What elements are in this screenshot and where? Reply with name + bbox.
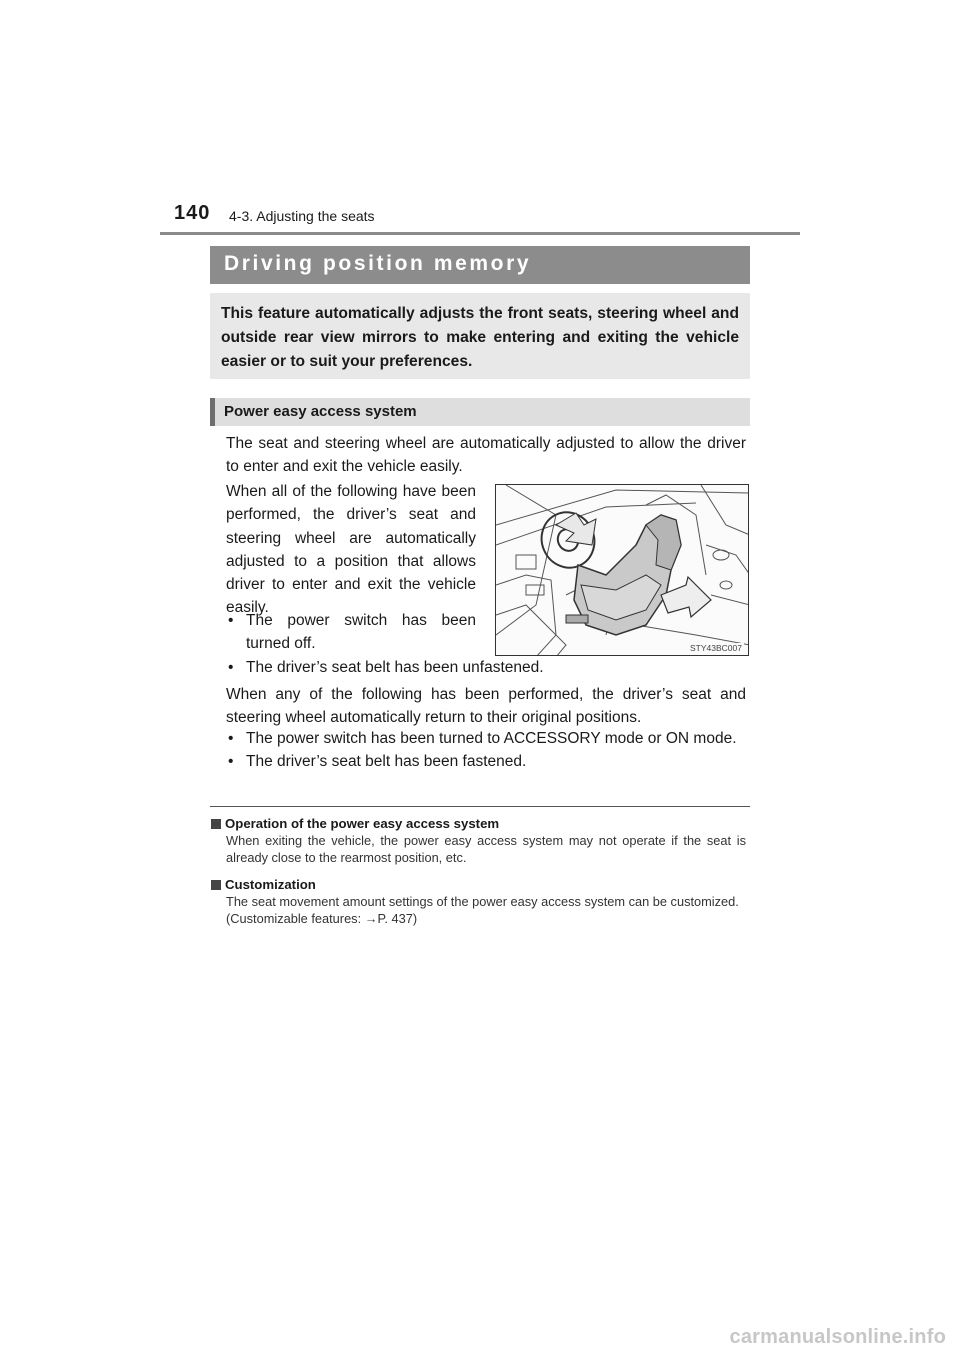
bullet-text: The power switch has been turned off. <box>246 612 476 653</box>
paragraph-return: When any of the following has been performed, the driver’s seat and steering wheel automatically return to their original positions. <box>226 686 746 727</box>
header-divider <box>160 232 800 235</box>
paragraph-intro: The seat and steering wheel are automatically adjusted to allow the driver to enter and exit the vehicle easily. <box>226 435 746 476</box>
note-body <box>226 894 746 927</box>
page-header <box>0 0 960 240</box>
bullet-icon: • <box>228 659 234 676</box>
subsection-accent <box>210 398 215 426</box>
note-heading <box>210 816 750 831</box>
illustration-code: STY43BC007 <box>690 643 742 653</box>
bullet-icon: • <box>228 753 234 771</box>
watermark: carmanualsonline.info <box>729 1326 946 1348</box>
section-breadcrumb: 4-3. Adjusting the seats <box>229 208 375 224</box>
exit-bullet-list-2 <box>226 656 746 679</box>
bullet-text: The power switch has been turned to ACCESSORY mode or ON mode. <box>246 730 737 747</box>
note-heading-text: Operation of the power easy access system <box>225 816 500 831</box>
car-interior-drawing <box>496 485 749 656</box>
note-body <box>226 833 746 866</box>
note-heading <box>210 877 750 892</box>
page-number: 140 <box>174 202 211 224</box>
seat-illustration <box>495 484 749 656</box>
paragraph-conditions: When all of the following have been performed, the driver’s seat and steering wheel are automatically adjusted to a position that allows driver to enter and exit the vehicle easily. <box>226 483 476 617</box>
note-heading-text: Customization <box>225 877 316 892</box>
square-bullet-icon <box>211 819 221 829</box>
list-item <box>226 750 746 773</box>
list-item <box>226 727 746 750</box>
bullet-icon: • <box>228 612 234 629</box>
intro-text: This feature automatically adjusts the front seats, steering wheel and outside rear view mirrors to make entering and exiting the vehicle easier or to suit your preferences. <box>221 305 739 370</box>
subsection-header <box>210 398 750 426</box>
square-bullet-icon <box>211 880 221 890</box>
note-line: (Customizable features: →P. 437) <box>226 910 418 926</box>
list-item <box>226 609 476 656</box>
bullet-text: The driver’s seat belt has been unfastened. <box>246 659 544 676</box>
return-bullet-list <box>226 727 746 774</box>
section-title-bar <box>210 246 750 284</box>
note-line: When exiting the vehicle, the power easy access system may not operate if the seat is already close to the rearmost position, etc. <box>226 833 746 865</box>
intro-box <box>210 293 750 379</box>
note-line: The seat movement amount settings of the power easy access system can be customized. <box>226 894 739 909</box>
note-operation <box>210 816 750 866</box>
bullet-text: The driver’s seat belt has been fastened. <box>246 753 527 771</box>
notes-divider <box>210 806 750 807</box>
note-customization <box>210 877 750 927</box>
subsection-title: Power easy access system <box>224 403 417 420</box>
list-item <box>226 656 746 679</box>
exit-bullet-list <box>226 609 476 656</box>
section-title: Driving position memory <box>224 252 532 275</box>
bullet-icon: • <box>228 730 234 747</box>
